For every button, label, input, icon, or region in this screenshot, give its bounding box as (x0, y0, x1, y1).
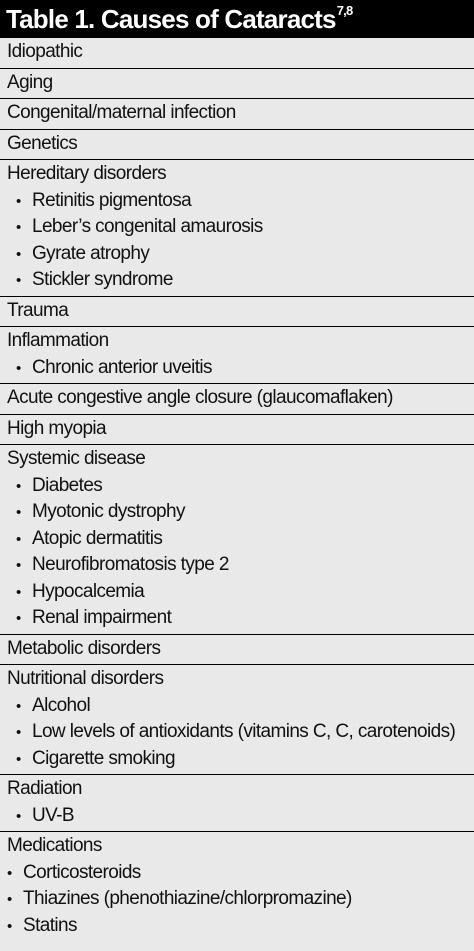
list-item (0, 473, 474, 500)
table-row (0, 130, 474, 161)
row-heading: Systemic disease (7, 448, 146, 469)
list-item (0, 552, 474, 579)
list-item-text: Low levels of antioxidants (vitamins C, C, carotenoids) (32, 721, 456, 742)
list-item (0, 214, 474, 241)
list-item (0, 605, 474, 632)
row-heading: Nutritional disorders (7, 668, 164, 689)
list-item-text: Diabetes (32, 474, 103, 496)
table-row (0, 665, 474, 775)
table-title-text: Table 1. Causes of Cataracts (6, 4, 336, 34)
list-item-text: Renal impairment (32, 607, 172, 628)
list-item-text: UV-B (32, 804, 74, 826)
bullet-icon: • (16, 504, 21, 521)
title-superscript: 7,8 (336, 3, 353, 18)
bullet-icon: • (16, 750, 21, 768)
row-heading: Inflammation (7, 330, 109, 351)
table-row (0, 775, 474, 832)
bullet-icon: • (16, 192, 21, 210)
table-row (0, 38, 474, 69)
bullet-icon: • (16, 583, 21, 601)
list-item (0, 886, 474, 913)
row-heading: High myopia (7, 417, 107, 439)
list-item (0, 860, 474, 887)
list-item (0, 803, 474, 830)
list-item (0, 693, 474, 720)
bullet-icon: • (16, 219, 21, 236)
row-heading: Aging (7, 71, 53, 93)
list-item-text: Leber’s congenital amaurosis (32, 216, 263, 237)
list-item (0, 355, 474, 382)
list-item (0, 499, 474, 526)
row-heading: Idiopathic (7, 41, 83, 62)
list-item-text: Alcohol (32, 694, 91, 716)
table-body (0, 38, 474, 941)
bullet-icon: • (16, 557, 21, 574)
bullet-icon: • (7, 864, 12, 882)
list-item (0, 188, 474, 215)
list-item-text: Statins (23, 914, 77, 936)
list-item-text: Cigarette smoking (32, 747, 175, 769)
bullet-icon: • (7, 891, 12, 908)
bullet-icon: • (16, 697, 21, 715)
bullet-icon: • (16, 359, 21, 377)
list-item-text: Thiazines (phenothiazine/chlorpromazine) (23, 888, 352, 909)
table-title (0, 0, 474, 38)
list-item-text: Neurofibromatosis type 2 (32, 554, 229, 575)
bullet-icon: • (16, 724, 21, 741)
list-item-text: Atopic dermatitis (32, 527, 163, 549)
row-heading: Metabolic disorders (7, 637, 161, 659)
table-row (0, 635, 474, 666)
list-item (0, 746, 474, 773)
row-heading: Congenital/maternal infection (7, 102, 236, 123)
row-heading: Genetics (7, 132, 78, 154)
list-item (0, 719, 474, 746)
table-row (0, 445, 474, 635)
table-row (0, 160, 474, 297)
row-heading: Hereditary disorders (7, 163, 167, 184)
bullet-icon: • (16, 245, 21, 263)
table-row (0, 384, 474, 415)
bullet-icon: • (16, 807, 21, 825)
table-row (0, 69, 474, 100)
list-item-text: Gyrate atrophy (32, 242, 150, 264)
bullet-icon: • (7, 917, 12, 935)
bullet-icon: • (16, 477, 21, 495)
list-item (0, 241, 474, 268)
list-item-text: Retinitis pigmentosa (32, 189, 192, 211)
list-item-text: Myotonic dystrophy (32, 501, 185, 522)
list-item (0, 579, 474, 606)
row-heading: Radiation (7, 778, 82, 799)
bullet-icon: • (16, 530, 21, 548)
row-heading: Medications (7, 835, 102, 856)
list-item-text: Stickler syndrome (32, 269, 173, 290)
list-item (0, 267, 474, 294)
table-row (0, 297, 474, 328)
table-row (0, 99, 474, 130)
bullet-icon: • (16, 272, 21, 289)
list-item (0, 526, 474, 553)
table-row (0, 832, 474, 941)
row-heading: Acute congestive angle closure (glaucomaflaken) (7, 387, 393, 408)
list-item (0, 913, 474, 940)
list-item-text: Corticosteroids (23, 861, 141, 883)
table-row (0, 415, 474, 446)
row-heading: Trauma (7, 299, 69, 321)
list-item-text: Hypocalcemia (32, 580, 145, 602)
bullet-icon: • (16, 610, 21, 627)
list-item-text: Chronic anterior uveitis (32, 356, 212, 378)
table-row (0, 327, 474, 384)
